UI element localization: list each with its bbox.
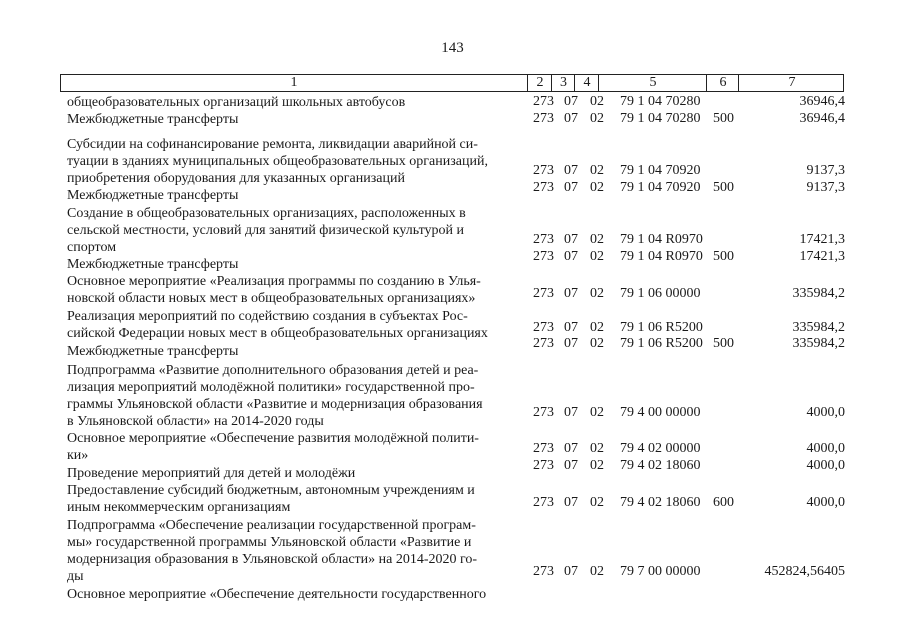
row-name-line: Межбюджетные трансферты [67,257,239,272]
row-name-line: в Ульяновской области» на 2014-2020 годы [67,414,324,429]
row-amount: 4000,0 [806,458,845,473]
page-number: 143 [441,40,464,56]
row-name-line: ки» [67,448,89,463]
row-target-code: 79 4 02 18060 [620,495,701,510]
row-name-line: туации в зданиях муниципальных общеобразовательных организаций, [67,154,488,169]
row-expense-type: 500 [713,111,734,126]
row-subsection: 02 [590,495,604,510]
row-target-code: 79 7 00 00000 [620,564,701,579]
row-name [67,273,524,307]
row-name-line: ды [67,569,84,584]
row-grbs: 273 [533,111,554,126]
row-target-code: 79 1 04 70920 [620,163,701,178]
row-target-code: 79 1 04 70920 [620,180,701,195]
row-subsection: 02 [590,94,604,109]
row-name [67,430,524,464]
row-target-code: 79 1 04 R0970 [620,232,703,247]
row-name-line: лизация мероприятий молодёжной политики» государственной про- [67,380,475,395]
header-col-6: 6 [706,75,739,91]
header-col-1: 1 [290,75,298,90]
row-section: 07 [564,232,578,247]
row-expense-type: 500 [713,180,734,195]
row-target-code: 79 4 02 18060 [620,458,701,473]
row-name-line: граммы Ульяновской области «Развитие и модернизация образования [67,397,483,412]
row-target-code: 79 1 06 00000 [620,286,701,301]
header-col-7: 7 [738,75,845,91]
row-target-code: 79 1 04 70280 [620,111,701,126]
row-name-line: Подпрограмма «Обеспечение реализации государственной програм- [67,518,476,533]
row-section: 07 [564,320,578,335]
row-amount: 4000,0 [806,495,845,510]
row-name-line: приобретения оборудования для указанных организаций [67,171,405,186]
row-subsection: 02 [590,249,604,264]
row-amount: 335984,2 [792,336,845,351]
row-name [67,187,524,204]
row-name-line: Межбюджетные трансферты [67,344,239,359]
row-name-line: модернизация образования в Ульяновской области» на 2014-2020 го- [67,552,478,567]
row-subsection: 02 [590,232,604,247]
row-expense-type: 600 [713,495,734,510]
row-section: 07 [564,286,578,301]
row-name [67,586,524,603]
row-section: 07 [564,163,578,178]
row-amount: 335984,2 [792,320,845,335]
row-target-code: 79 4 02 00000 [620,441,701,456]
row-name [67,111,524,128]
row-name-line: Предоставление субсидий бюджетным, автономным учреждениям и [67,483,475,498]
row-target-code: 79 1 04 70280 [620,94,701,109]
row-subsection: 02 [590,180,604,195]
header-col-4: 4 [574,75,599,91]
row-name-line: Реализация мероприятий по содействию создания в субъектах Рос- [67,309,468,324]
row-name [67,256,524,273]
row-name-line: Основное мероприятие «Обеспечение деятельности государственного [67,587,487,602]
row-name [67,94,524,111]
row-section: 07 [564,249,578,264]
row-grbs: 273 [533,564,554,579]
row-amount: 9137,3 [806,163,845,178]
row-amount: 4000,0 [806,441,845,456]
row-amount: 335984,2 [792,286,845,301]
row-grbs: 273 [533,441,554,456]
row-name-line: Межбюджетные трансферты [67,188,239,203]
row-amount: 452824,56405 [764,564,845,579]
row-section: 07 [564,111,578,126]
row-subsection: 02 [590,564,604,579]
row-subsection: 02 [590,163,604,178]
row-name-line: мы» государственной программы Ульяновской области «Развитие и [67,535,472,550]
row-grbs: 273 [533,286,554,301]
row-expense-type: 500 [713,249,734,264]
row-name-line: Субсидии на софинансирование ремонта, ликвидации аварийной си- [67,137,478,152]
row-grbs: 273 [533,336,554,351]
row-subsection: 02 [590,111,604,126]
row-target-code: 79 1 04 R0970 [620,249,703,264]
row-subsection: 02 [590,320,604,335]
row-grbs: 273 [533,458,554,473]
row-name-line: Межбюджетные трансферты [67,112,239,127]
row-target-code: 79 1 06 R5200 [620,320,703,335]
row-name [67,362,524,430]
row-target-code: 79 1 06 R5200 [620,336,703,351]
row-grbs: 273 [533,180,554,195]
row-grbs: 273 [533,320,554,335]
row-name-line: новской области новых мест в общеобразовательных организациях» [67,291,476,306]
row-grbs: 273 [533,232,554,247]
row-name-line: Основное мероприятие «Реализация программы по созданию в Улья- [67,274,481,289]
row-name-line: спортом [67,240,117,255]
row-subsection: 02 [590,405,604,420]
row-section: 07 [564,564,578,579]
row-subsection: 02 [590,458,604,473]
row-section: 07 [564,441,578,456]
row-subsection: 02 [590,441,604,456]
row-name-line: Создание в общеобразовательных организациях, расположенных в [67,206,466,221]
row-section: 07 [564,458,578,473]
header-col-5: 5 [598,75,707,91]
row-amount: 9137,3 [806,180,845,195]
row-section: 07 [564,94,578,109]
row-section: 07 [564,336,578,351]
row-section: 07 [564,405,578,420]
row-name [67,308,524,342]
table-header [60,74,844,92]
row-name-line: иным некоммерческим организациям [67,500,291,515]
row-name [67,343,524,360]
row-name [67,482,524,516]
row-name-line: сельской местности, условий для занятий физической культурой и [67,223,465,238]
row-name-line: сийской Федерации новых мест в общеобразовательных организациях [67,326,488,341]
row-amount: 17421,3 [799,232,845,247]
row-name [67,205,524,256]
row-grbs: 273 [533,163,554,178]
row-name-line: Проведение мероприятий для детей и молодёжи [67,466,356,481]
row-amount: 4000,0 [806,405,845,420]
row-expense-type: 500 [713,336,734,351]
row-name [67,136,524,187]
row-amount: 36946,4 [799,94,845,109]
row-amount: 36946,4 [799,111,845,126]
header-col-3: 3 [551,75,575,91]
row-section: 07 [564,180,578,195]
row-name-line: Основное мероприятие «Обеспечение развития молодёжной полити- [67,431,479,446]
row-grbs: 273 [533,405,554,420]
row-target-code: 79 4 00 00000 [620,405,701,420]
row-name-line: Подпрограмма «Развитие дополнительного образования детей и реа- [67,363,479,378]
row-grbs: 273 [533,495,554,510]
row-subsection: 02 [590,286,604,301]
row-amount: 17421,3 [799,249,845,264]
row-name [67,517,524,585]
row-grbs: 273 [533,94,554,109]
row-section: 07 [564,495,578,510]
row-grbs: 273 [533,249,554,264]
row-subsection: 02 [590,336,604,351]
row-name [67,465,524,482]
row-name-line: общеобразовательных организаций школьных автобусов [67,95,406,110]
header-col-2: 2 [527,75,552,91]
